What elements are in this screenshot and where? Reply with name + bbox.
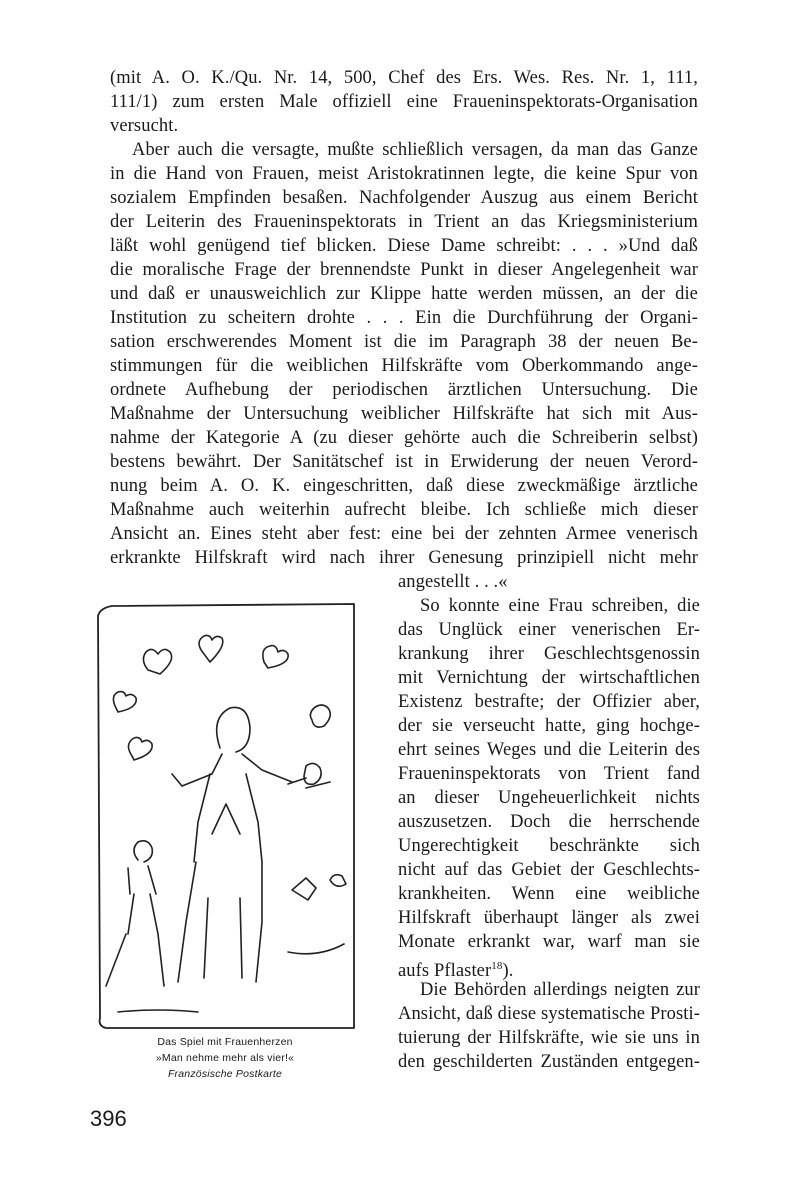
illustration-hearts-juggler <box>92 598 358 1030</box>
child-body <box>106 866 164 986</box>
text-line: der sie verseucht hatte, ging hochge- <box>398 716 700 736</box>
woman-head <box>217 707 250 752</box>
heart-icon <box>143 649 171 674</box>
text-line: Aber auch die versagte, mußte schließlich versagen, da man das Ganze <box>132 140 698 160</box>
ground-line <box>288 944 344 954</box>
text-line: der Leiterin des Fraueninspektorats in Trient an das Kriegsministerium <box>110 212 698 232</box>
text-line: versucht. <box>110 116 179 136</box>
woman-skirt <box>178 862 262 982</box>
text-line: Ungerechtigkeit beschränkte sich <box>398 836 700 856</box>
text-line: Fraueninspektorats von Trient fand <box>398 764 700 784</box>
text-line: angestellt . . .« <box>398 572 508 592</box>
text-line: sozialem Empfinden besaßen. Nachfolgender Auszug aus einem Bericht <box>110 188 698 208</box>
text-line: sation erschwerendes Moment ist die im Paragraph 38 der neuen Be- <box>110 332 698 352</box>
text-line: das Unglück einer venerischen Er- <box>398 620 700 640</box>
text-line: Ansicht, daß diese systematische Prosti- <box>398 1004 700 1024</box>
ground-line <box>118 1010 198 1012</box>
text-line: 111/1) zum ersten Male offiziell eine Fraueninspektorats-Organisation <box>110 92 698 112</box>
frame-border <box>98 604 354 1028</box>
woman-torso <box>194 774 262 862</box>
text-line: in die Hand von Frauen, meist Aristokratinnen legte, die keine Spur von <box>110 164 698 184</box>
heart-icon <box>304 763 321 784</box>
text-span: aufs Pflaster <box>398 961 492 982</box>
text-line: Maßnahme der Untersuchung weiblicher Hilfskräfte hat sich mit Aus- <box>110 404 698 424</box>
text-line: an dieser Ungeheuerlichkeit nichts <box>398 788 700 808</box>
page-number: 396 <box>90 1106 127 1131</box>
text-line: mit Vernichtung der wirtschaftlichen <box>398 668 700 688</box>
text-line: stimmungen für die weiblichen Hilfskräfte vom Oberkommando ange- <box>110 356 698 376</box>
text-line: So konnte eine Frau schreiben, die <box>420 596 700 616</box>
text-line: Institution zu scheitern drohte . . . Ein die Durchführung der Organi- <box>110 308 698 328</box>
child-head <box>134 841 152 862</box>
text-line: ehrt seines Weges und die Leiterin des <box>398 740 700 760</box>
text-line: den geschilderten Zuständen entgegen- <box>398 1052 700 1072</box>
text-line: nung beim A. O. K. eingeschritten, daß diese zweckmäßige ärztliche <box>110 476 698 496</box>
text-line: und daß er unausweichlich zur Klippe hatte werden müssen, an der die <box>110 284 698 304</box>
woman-legs <box>204 898 242 978</box>
text-span: ). <box>502 961 514 982</box>
heart-icon <box>128 738 152 761</box>
text-line: bestens bewährt. Der Sanitätschef ist in Erwiderung der neuen Verord- <box>110 452 698 472</box>
text-line: krankheiten. Wenn eine weibliche <box>398 884 700 904</box>
text-line: Ansicht an. Eines steht aber fest: eine bei der zehnten Armee venerisch <box>110 524 698 544</box>
text-line: läßt wohl genügend tief blicken. Diese Dame schreibt: . . . »Und daß <box>110 236 698 256</box>
text-line: nicht auf das Gebiet der Geschlechts- <box>398 860 700 880</box>
text-line: erkrankte Hilfskraft wird nach ihrer Genesung prinzipiell nicht mehr <box>110 548 698 568</box>
text-line: Hilfskraft überhaupt länger als zwei <box>398 908 700 928</box>
text-line: krankung ihrer Geschlechtsgenossin <box>398 644 700 664</box>
woman-arms <box>182 754 292 786</box>
text-line: (mit A. O. K./Qu. Nr. 14, 500, Chef des Ers. Wes. Res. Nr. 1, 111, <box>110 68 698 88</box>
heart-icon <box>263 646 288 668</box>
heart-icon <box>310 705 330 727</box>
heart-icon <box>292 878 316 900</box>
figure-caption-quote: »Man nehme mehr als vier!« <box>155 1052 295 1064</box>
heart-icon <box>199 636 223 663</box>
text-line: die moralische Frage der brennendste Punkt in dieser Angelegenheit war <box>110 260 698 280</box>
heart-icon <box>330 875 346 887</box>
text-line: tuierung der Hilfskräfte, wie sie uns in <box>398 1028 700 1048</box>
text-line: Maßnahme auch weiterhin aufrecht bleibe. Ich schließe mich dieser <box>110 500 698 520</box>
figure-caption: Das Spiel mit Frauenherzen <box>157 1036 293 1048</box>
text-line: Existenz bestrafte; der Offizier aber, <box>398 692 700 712</box>
footnote-reference: 18 <box>491 960 503 972</box>
woman-waist <box>212 804 240 834</box>
figure-caption-source: Französische Postkarte <box>167 1068 283 1080</box>
text-line: ordnete Aufhebung der periodischen ärztlichen Untersuchung. Die <box>110 380 698 400</box>
text-line: Monate erkrankt war, warf man sie <box>398 932 700 952</box>
heart-icon <box>113 692 136 713</box>
text-line: nahme der Kategorie A (zu dieser gehörte auch die Schreiberin selbst) <box>110 428 698 448</box>
text-line: Die Behörden allerdings neigten zur <box>420 980 700 1000</box>
text-line: auszusetzen. Doch die herrschende <box>398 812 700 832</box>
